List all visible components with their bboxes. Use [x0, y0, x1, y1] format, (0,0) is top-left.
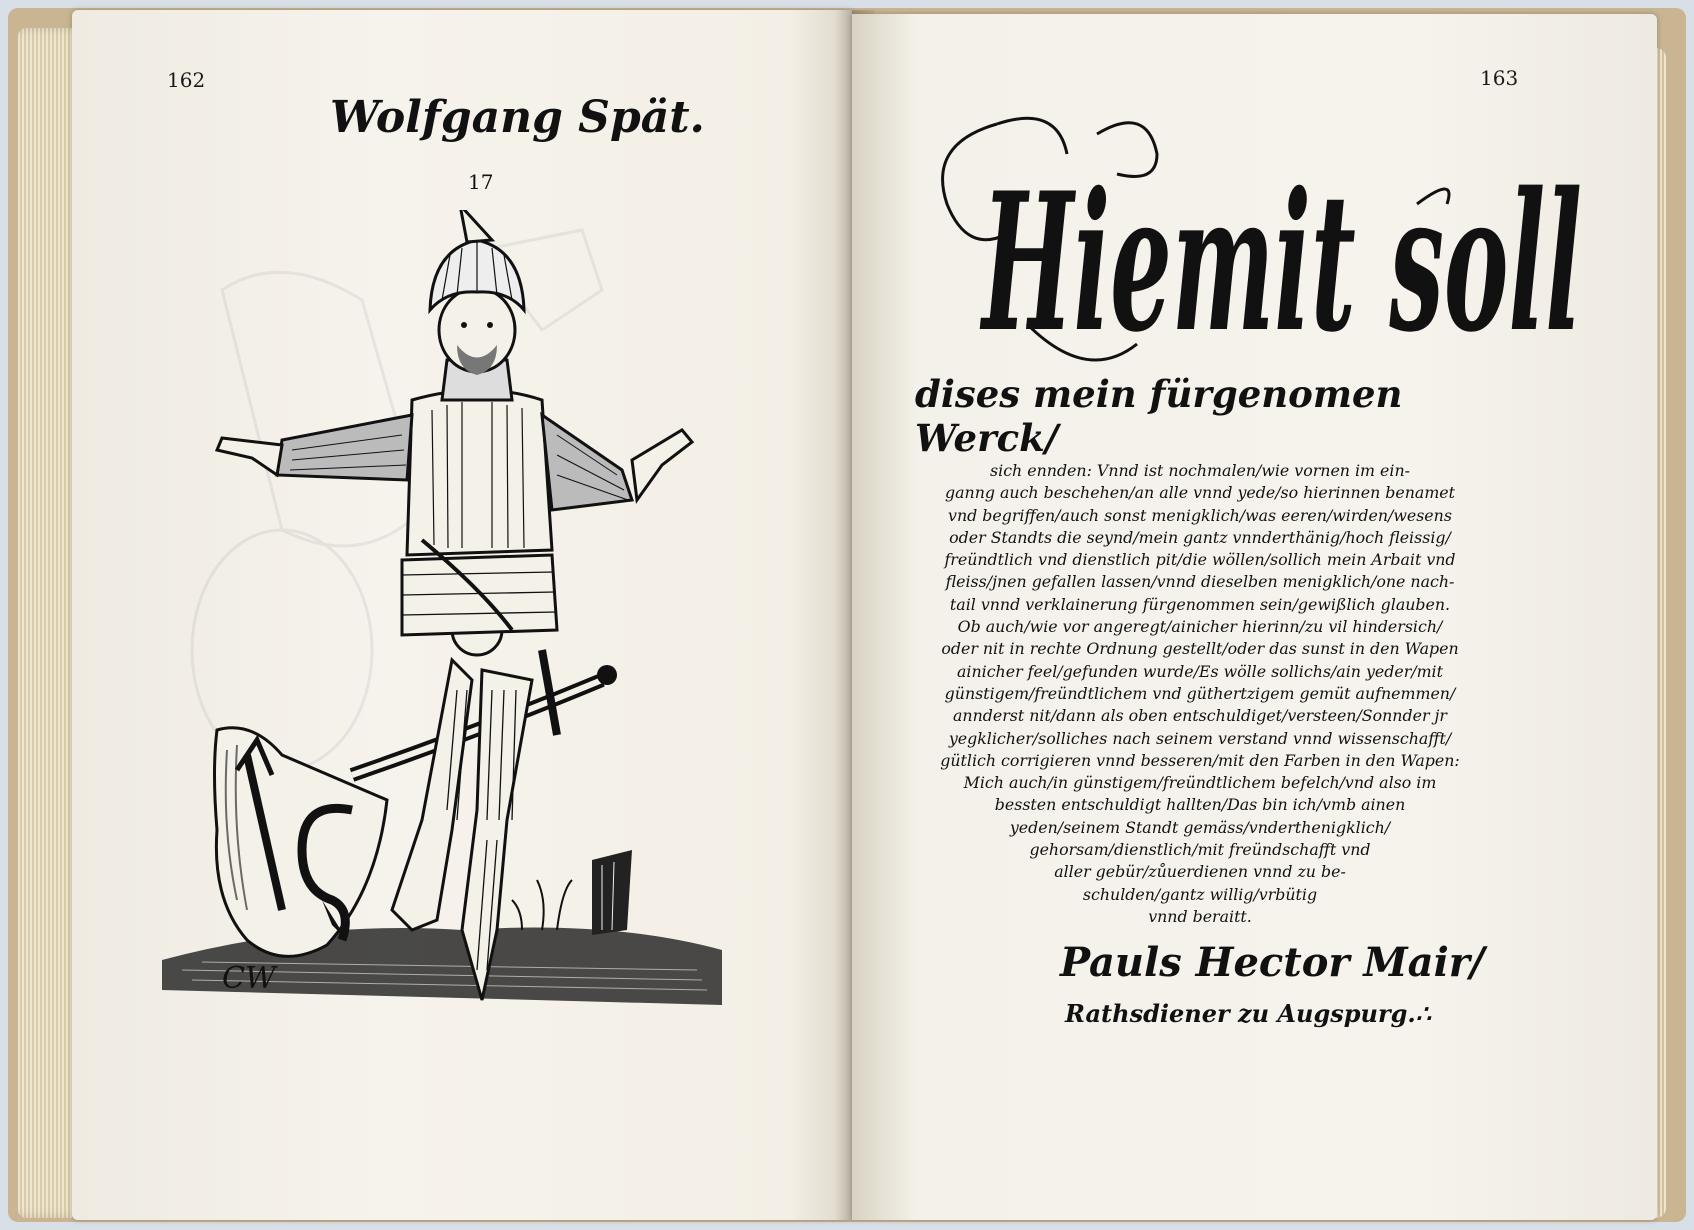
body-line: annderst nit/dann als oben entschuldiget/versteen/Sonnder jr: [953, 706, 1447, 726]
monogram: CW: [222, 961, 276, 996]
body-line: oder nit in rechte Ordnung gestellt/oder das sunst in den Wapen: [941, 639, 1459, 659]
page-number-left: 162: [167, 68, 206, 92]
body-line: gehorsam/dienstlich/mit freündschafft vnd: [1029, 840, 1371, 860]
page-title: Wolfgang Spät.: [330, 92, 705, 143]
body-line: tail vnnd verklainerung fürgenommen sein/gewißlich glauben.: [949, 594, 1451, 614]
knight-woodcut-illustration: [162, 210, 782, 1080]
page-number-right: 163: [1480, 66, 1519, 90]
body-line: sich ennden: Vnnd ist nochmalen/wie vornen im ein-: [990, 461, 1410, 480]
figure-number: 17: [468, 170, 494, 194]
body-first-line: dises mein fürgenomen Werck/: [915, 372, 1403, 460]
decorative-heading: [917, 94, 1617, 374]
body-line: vnd begriffen/auch sonst menigklich/was eeren/wirden/wesens: [948, 505, 1452, 525]
left-page: [72, 10, 852, 1220]
body-text: [915, 372, 1475, 928]
body-line: vnnd beraitt.: [1148, 906, 1252, 926]
body-line: bessten entschuldigt hallten/Das bin ich/vmb ainen: [994, 795, 1406, 815]
body-line: Ob auch/wie vor angeregt/ainicher hierinn/zu vil hindersich/: [957, 617, 1443, 637]
heading-initial-line: Hiemit soll: [979, 151, 1582, 374]
body-line: fleiss/jnen gefallen lassen/vnnd dieselben menigklich/one nach-: [945, 572, 1455, 592]
body-line: aller gebür/zůuerdienen vnnd zu be-: [1054, 862, 1346, 882]
body-line: oder Standts die seynd/mein gantz vnnderthänig/hoch fleissig/: [949, 527, 1451, 547]
body-line: günstigem/freündtlichem vnd güthertzigem gemüt aufnemmen/: [944, 683, 1456, 703]
body-line: freündtlich vnd dienstlich pit/die wöllen/sollich mein Arbait vnd: [944, 550, 1456, 570]
body-line: Mich auch/in günstigem/freündtlichem befelch/vnd also im: [963, 773, 1437, 793]
body-line: yeden/seinem Standt gemäss/vnderthenigklich/: [1009, 817, 1391, 837]
signature-title: Rathsdiener zu Augspurg.∴: [1065, 999, 1432, 1028]
right-page: [852, 14, 1657, 1220]
signature-name: Pauls Hector Mair/: [1060, 939, 1485, 986]
body-line: yegklicher/solliches nach seinem verstand vnnd wissenschafft/: [948, 728, 1452, 748]
body-line: ainicher feel/gefunden wurde/Es wölle sollichs/ain yeder/mit: [957, 661, 1443, 681]
body-line: schulden/gantz willig/vrbütig: [1082, 884, 1318, 904]
body-line: gütlich corrigieren vnnd besseren/mit den Farben in den Wapen:: [940, 750, 1460, 770]
body-line: ganng auch beschehen/an alle vnnd yede/so hierinnen benamet: [944, 483, 1455, 503]
